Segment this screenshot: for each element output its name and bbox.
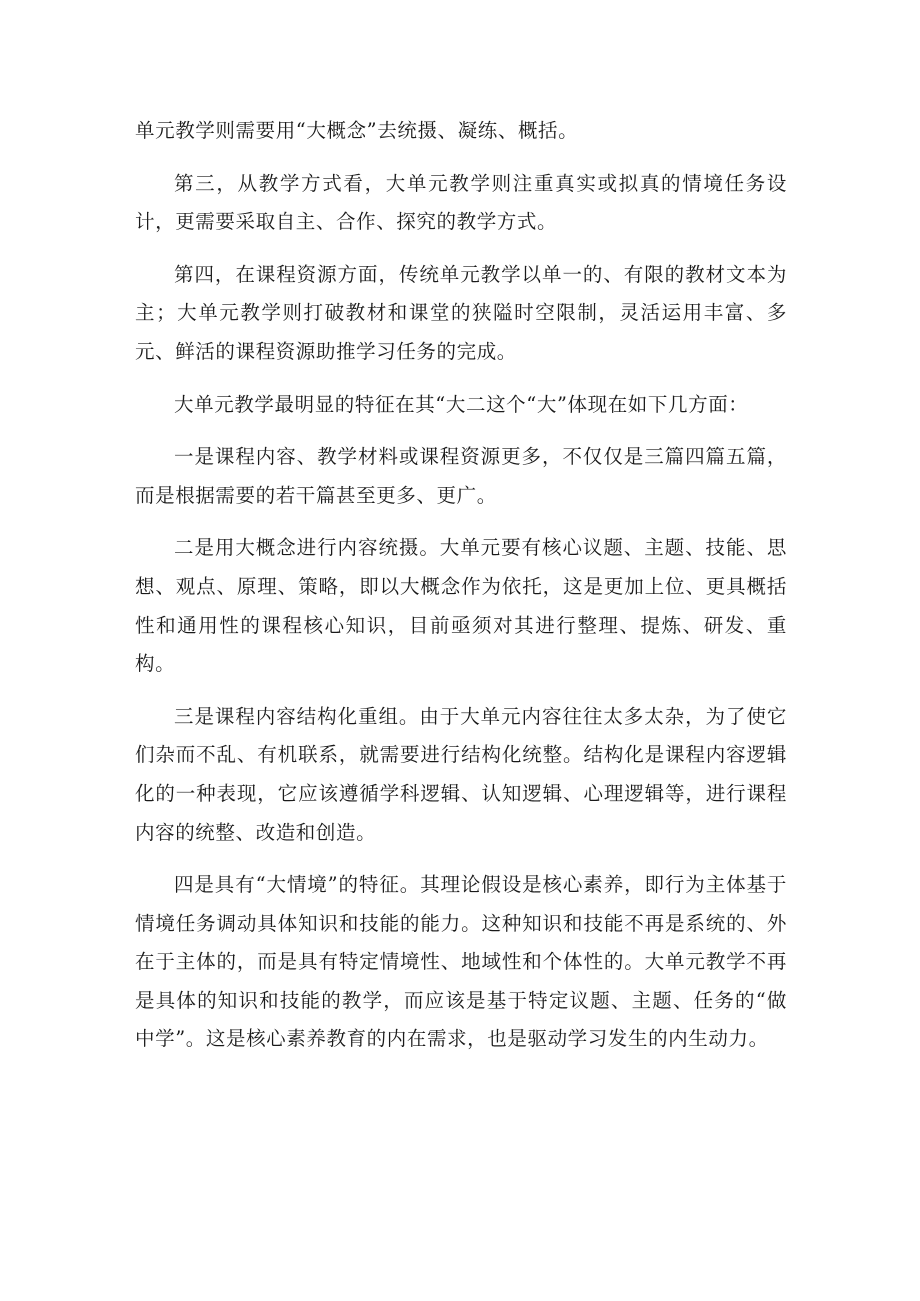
paragraph-1: 单元教学则需要用“大概念”去统摄、凝练、概括。: [135, 119, 579, 142]
paragraph-4: 大单元教学最明显的特征在其“大二这个“大”体现在如下几方面：: [174, 392, 749, 416]
document-body: [135, 112, 787, 1073]
paragraph-3: 第四，在课程资源方面，传统单元教学以单一的、有限的教材文本为主；大单元教学则打破教材和课堂的狭隘时空限制，灵活运用丰富、多元、鲜活的课程资源助推学习任务的完成。: [135, 262, 787, 363]
paragraph-6: 二是用大概念进行内容统摄。大单元要有核心议题、主题、技能、思想、观点、原理、策略，即以大概念作为依托，这是更加上位、更具概括性和通用性的课程核心知识，目前亟须对其进行整理、提炼、研发、重构。: [135, 536, 787, 676]
paragraph-5: 一是课程内容、教学材料或课程资源更多，不仅仅是三篇四篇五篇，而是根据需要的若干篇甚至更多、更广。: [135, 445, 787, 507]
paragraph-2: 第三，从教学方式看，大单元教学则注重真实或拟真的情境任务设计，更需要采取自主、合作、探究的教学方式。: [135, 171, 787, 234]
paragraph-8: 四是具有“大情境”的特征。其理论假设是核心素养，即行为主体基于情境任务调动具体知识和技能的能力。这种知识和技能不再是系统的、外在于主体的，而是具有特定情境性、地域性和个体性的。大单元教学不再是具体的知识和技能的教学，而应该是基于特定议题、主题、任务的“做中学”。这是核心素养教育的内在需求，也是驱动学习发生的内生动力。: [135, 873, 787, 1051]
paragraph-7: 三是课程内容结构化重组。由于大单元内容往往太多太杂，为了使它们杂而不乱、有机联系，就需要进行结构化统整。结构化是课程内容逻辑化的一种表现，它应该遵循学科逻辑、认知逻辑、心理逻辑等，进行课程内容的统整、改造和创造。: [135, 704, 787, 844]
